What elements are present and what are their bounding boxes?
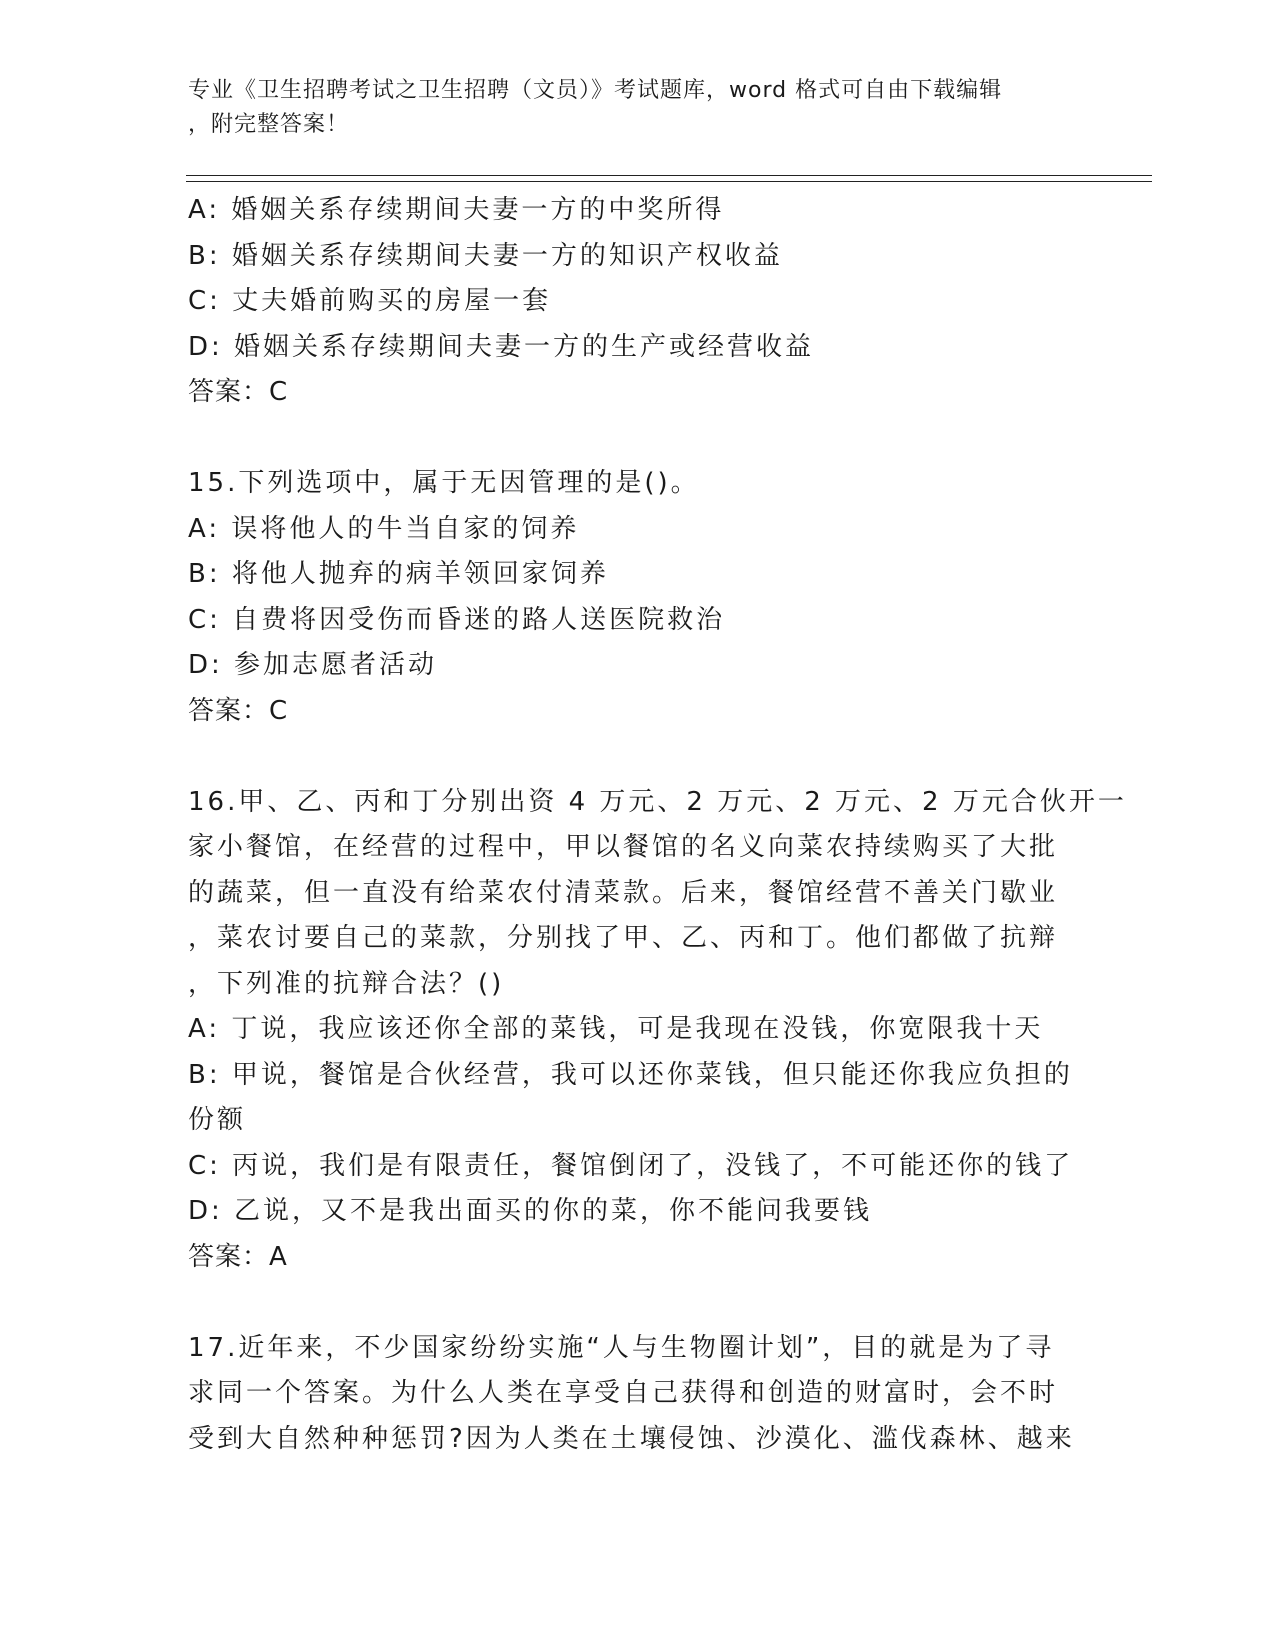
option-b: B: 将他人抛弃的病羊领回家饲养 (188, 559, 609, 589)
option-d: D: 参加志愿者活动 (188, 650, 438, 680)
question-text-line: 16.甲、乙、丙和丁分别出资 4 万元、2 万元、2 万元、2 万元合伙开一 (188, 786, 1127, 817)
question-text: 15.下列选项中，属于无因管理的是()。 (188, 468, 700, 498)
option-c: C: 丙说，我们是有限责任，餐馆倒闭了，没钱了，不可能还你的钱了 (188, 1150, 1074, 1181)
question-14-block (188, 188, 1088, 416)
question-text-line: 受到大自然种种惩罚?因为人类在土壤侵蚀、沙漠化、滥伐森林、越来 (188, 1423, 1075, 1454)
document-header (188, 74, 1088, 142)
question-15-block (188, 461, 1088, 734)
header-divider-bottom (186, 181, 1152, 182)
question-text-line: ，菜农讨要自己的菜款，分别找了甲、乙、丙和丁。他们都做了抗辩 (188, 923, 1059, 953)
spacer (188, 1280, 1088, 1326)
option-b: B: 甲说，餐馆是合伙经营，我可以还你菜钱，但只能还你我应负担的 (188, 1059, 1073, 1090)
option-c: C: 自费将因受伤而昏迷的路人送医院救治 (188, 604, 726, 635)
question-text-line: 求同一个答案。为什么人类在享受自己获得和创造的财富时，会不时 (188, 1378, 1059, 1408)
option-b-continued: 份额 (188, 1105, 247, 1135)
header-title-line: 专业《卫生招聘考试之卫生招聘（文员）》考试题库，word 格式可自由下载编辑 (188, 78, 1003, 103)
spacer (188, 416, 1088, 462)
question-text-line: 的蔬菜，但一直没有给菜农付清菜款。后来，餐馆经营不善关门歇业 (188, 877, 1059, 908)
question-text-line: ，下列准的抗辩合法？() (188, 968, 505, 999)
answer-line: 答案：A (188, 1241, 288, 1272)
option-a: A: 误将他人的牛当自家的饲养 (188, 513, 580, 544)
option-a: A: 丁说，我应该还你全部的菜钱，可是我现在没钱，你宽限我十天 (188, 1014, 1044, 1044)
question-content (188, 188, 1127, 1462)
option-d: D: 乙说，又不是我出面买的你的菜，你不能问我要钱 (188, 1196, 873, 1226)
question-text-line: 家小餐馆，在经营的过程中，甲以餐馆的名义向菜农持续购买了大批 (188, 832, 1059, 862)
question-text-line: 17.近年来，不少国家纷纷实施“人与生物圈计划”，目的就是为了寻 (188, 1332, 1055, 1363)
spacer (188, 734, 1088, 780)
answer-line: 答案：C (188, 695, 289, 726)
question-16-block (188, 780, 1127, 1281)
option-b: B: 婚姻关系存续期间夫妻一方的知识产权收益 (188, 240, 783, 271)
answer-line: 答案：C (188, 377, 289, 407)
header-divider-top (186, 175, 1152, 176)
option-a: A: 婚姻关系存续期间夫妻一方的中奖所得 (188, 195, 725, 225)
question-17-block (188, 1326, 1088, 1463)
header-title-line-continued: ，附完整答案！ (188, 112, 350, 137)
option-c: C: 丈夫婚前购买的房屋一套 (188, 286, 552, 316)
option-d: D: 婚姻关系存续期间夫妻一方的生产或经营收益 (188, 331, 815, 362)
